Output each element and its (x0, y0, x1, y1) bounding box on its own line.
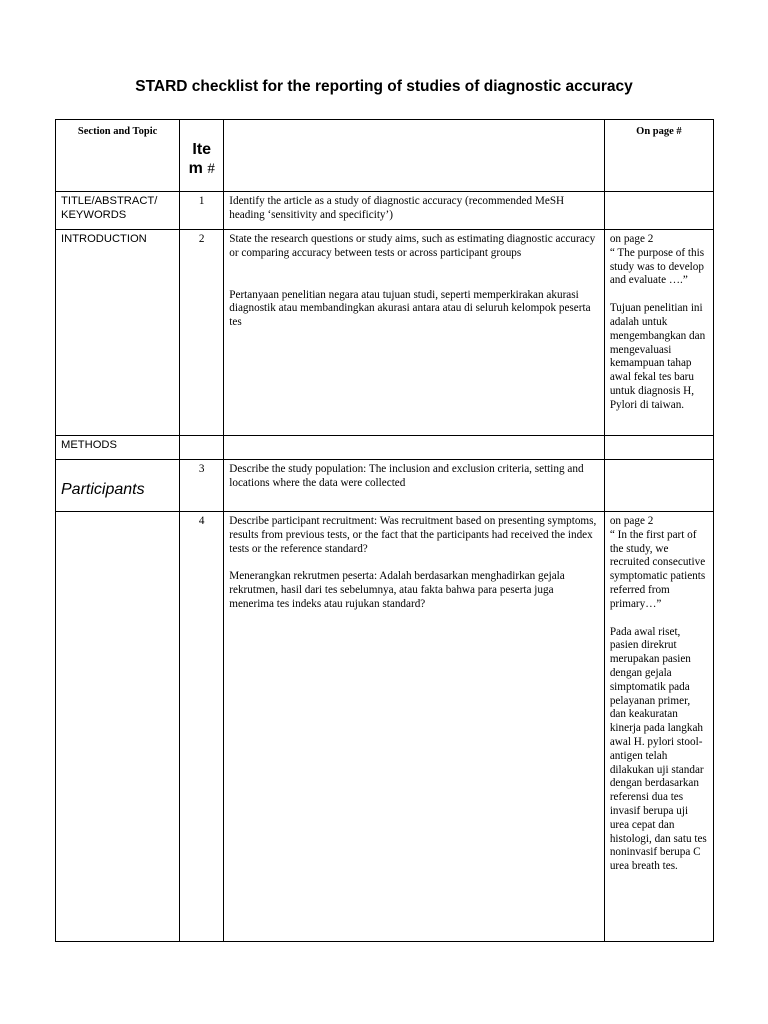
table-header-row (56, 120, 714, 192)
page-cell (604, 460, 713, 512)
item-description (224, 436, 605, 460)
section-cell (56, 512, 180, 942)
page-quote: “ The purpose of this study was to develop and evaluate ….” (609, 246, 705, 287)
page-reference: on page 2 (609, 515, 654, 527)
description-indonesian: Menerangkan rekrutmen peserta: Adalah berdasarkan menghadirkan gejala rekrutmen, hasil dari tes sebelumnya, atau fakta bahwa para peserta juga menerima tes indeks atau rujukan standard? (229, 570, 565, 610)
section-participants (56, 460, 180, 512)
description-english: Describe participant recruitment: Was recruitment based on presenting symptoms, results from previous tests, or the fact that the participants had received the index tests or the reference standard? (229, 515, 597, 555)
page-cell (604, 436, 713, 460)
page-reference: on page 2 (609, 233, 654, 245)
item-description (224, 230, 605, 436)
section-methods: METHODS (56, 436, 180, 460)
section-introduction: INTRODUCTION (56, 230, 180, 436)
section-title-abstract: TITLE/ABSTRACT/ KEYWORDS (56, 192, 180, 230)
item-number (180, 436, 224, 460)
document-title: STARD checklist for the reporting of studies of diagnostic accuracy (135, 78, 633, 95)
page-cell (604, 192, 713, 230)
description-indonesian: Pertanyaan penelitian negara atau tujuan studi, seperti memperkirakan akurasi diagnostik atau membandingkan akurasi antara atau di seluruh kelompok peserta tes (229, 288, 591, 329)
page-quote: “ In the first part of the study, we recruited consecutive symptomatic patients referred from primary…” (609, 528, 706, 610)
item-number: 2 (180, 230, 224, 436)
item-description: Describe the study population: The inclusion and exclusion criteria, setting and locations where the data were collected (224, 460, 605, 512)
item-description (224, 512, 605, 942)
stard-checklist-table (55, 119, 714, 942)
header-section-topic: Section and Topic (56, 120, 180, 192)
item-number: 1 (180, 192, 224, 230)
header-item-number (180, 120, 224, 192)
participants-label: Participants (61, 481, 145, 498)
header-description (224, 120, 605, 192)
table-row (56, 230, 714, 436)
page-note: Pada awal riset, pasien direkrut merupakan pasien dengan gejala simptomatik pada pelayanan primer, dan keakuratan kinerja pada langkah awal H. pylori stool-antigen telah dilakukan uji standar dengan berdasarkan referensi dua tes invasif berupa uji urea cepat dan histologi, dan satu tes noninvasif berupa C urea breath tes. (609, 625, 707, 873)
header-item-hash: # (207, 161, 215, 177)
page-note: Tujuan penelitian ini adalah untuk mengembangkan dan mengevaluasi kemampuan tahap awal fekal tes baru untuk diagnosis H, Pylori di taiwan. (609, 302, 706, 411)
item-number: 3 (180, 460, 224, 512)
header-on-page: On page # (604, 120, 713, 192)
page-cell (604, 512, 713, 942)
table-row (56, 436, 714, 460)
description-english: State the research questions or study aims, such as estimating diagnostic accuracy or comparing accuracy between tests or across participant groups (229, 233, 596, 259)
header-item-part-b: m (188, 160, 203, 177)
item-number: 4 (180, 512, 224, 942)
header-item-part-a: Ite (192, 141, 212, 158)
table-row (56, 512, 714, 942)
table-row (56, 460, 714, 512)
item-description: Identify the article as a study of diagnostic accuracy (recommended MeSH heading ‘sensitivity and specificity’) (224, 192, 605, 230)
table-row (56, 192, 714, 230)
page-cell (604, 230, 713, 436)
